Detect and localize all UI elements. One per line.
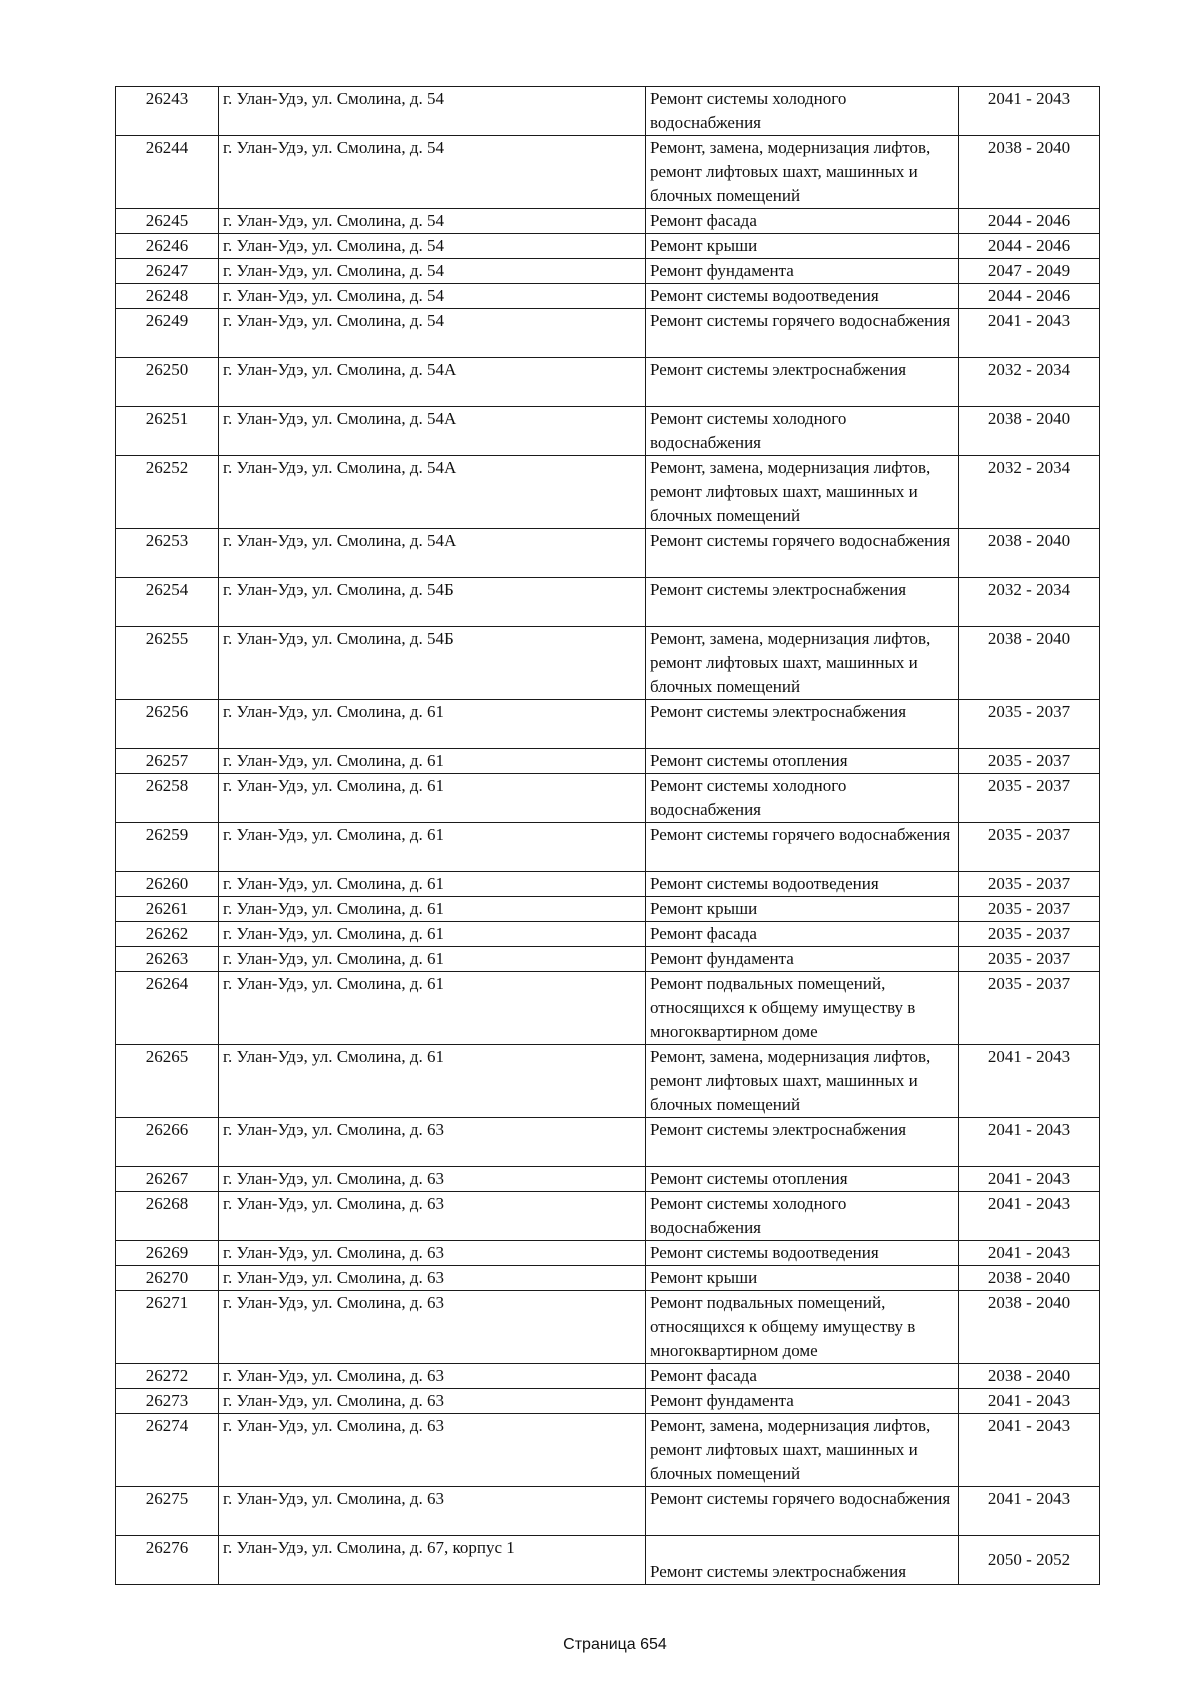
row-number: 26269 <box>116 1241 219 1266</box>
row-work-type: Ремонт системы электроснабжения <box>646 1536 959 1585</box>
row-work-type: Ремонт, замена, модернизация лифтов, ремонт лифтовых шахт, машинных и блочных помещений <box>646 456 959 529</box>
row-work-type: Ремонт системы горячего водоснабжения <box>646 309 959 358</box>
table-row <box>116 136 1100 209</box>
row-work-type: Ремонт крыши <box>646 1266 959 1291</box>
row-address: г. Улан-Удэ, ул. Смолина, д. 54А <box>219 529 646 578</box>
row-number: 26257 <box>116 749 219 774</box>
table-row <box>116 407 1100 456</box>
row-number: 26276 <box>116 1536 219 1585</box>
table-row <box>116 1291 1100 1364</box>
row-address: г. Улан-Удэ, ул. Смолина, д. 61 <box>219 1045 646 1118</box>
table-row <box>116 358 1100 407</box>
row-work-type: Ремонт системы отопления <box>646 749 959 774</box>
row-number: 26251 <box>116 407 219 456</box>
row-period: 2041 - 2043 <box>959 1414 1100 1487</box>
row-address: г. Улан-Удэ, ул. Смолина, д. 61 <box>219 972 646 1045</box>
row-period: 2035 - 2037 <box>959 872 1100 897</box>
row-work-type: Ремонт системы холодного водоснабжения <box>646 87 959 136</box>
row-period: 2041 - 2043 <box>959 1192 1100 1241</box>
table-row <box>116 972 1100 1045</box>
row-work-type: Ремонт фасада <box>646 209 959 234</box>
row-work-type: Ремонт системы холодного водоснабжения <box>646 407 959 456</box>
row-address: г. Улан-Удэ, ул. Смолина, д. 54А <box>219 456 646 529</box>
row-address: г. Улан-Удэ, ул. Смолина, д. 63 <box>219 1241 646 1266</box>
row-number: 26259 <box>116 823 219 872</box>
row-period: 2041 - 2043 <box>959 1045 1100 1118</box>
row-address: г. Улан-Удэ, ул. Смолина, д. 54А <box>219 407 646 456</box>
row-work-type: Ремонт системы водоотведения <box>646 284 959 309</box>
row-address: г. Улан-Удэ, ул. Смолина, д. 54 <box>219 87 646 136</box>
row-number: 26249 <box>116 309 219 358</box>
row-address: г. Улан-Удэ, ул. Смолина, д. 63 <box>219 1389 646 1414</box>
row-number: 26266 <box>116 1118 219 1167</box>
row-address: г. Улан-Удэ, ул. Смолина, д. 61 <box>219 749 646 774</box>
row-period: 2038 - 2040 <box>959 1364 1100 1389</box>
row-work-type: Ремонт подвальных помещений, относящихся к общему имуществу в многоквартирном доме <box>646 972 959 1045</box>
table-body <box>116 87 1100 1585</box>
row-number: 26250 <box>116 358 219 407</box>
row-address: г. Улан-Удэ, ул. Смолина, д. 54 <box>219 136 646 209</box>
row-address: г. Улан-Удэ, ул. Смолина, д. 61 <box>219 922 646 947</box>
row-number: 26254 <box>116 578 219 627</box>
row-period: 2038 - 2040 <box>959 1266 1100 1291</box>
table-row <box>116 1045 1100 1118</box>
table-row <box>116 1192 1100 1241</box>
row-address: г. Улан-Удэ, ул. Смолина, д. 61 <box>219 774 646 823</box>
row-address: г. Улан-Удэ, ул. Смолина, д. 61 <box>219 872 646 897</box>
row-work-type: Ремонт системы холодного водоснабжения <box>646 774 959 823</box>
row-address: г. Улан-Удэ, ул. Смолина, д. 54 <box>219 309 646 358</box>
row-period: 2035 - 2037 <box>959 947 1100 972</box>
row-work-type: Ремонт фундамента <box>646 1389 959 1414</box>
row-number: 26275 <box>116 1487 219 1536</box>
row-number: 26267 <box>116 1167 219 1192</box>
row-address: г. Улан-Удэ, ул. Смолина, д. 54Б <box>219 578 646 627</box>
row-number: 26268 <box>116 1192 219 1241</box>
row-number: 26274 <box>116 1414 219 1487</box>
repair-schedule-table <box>115 86 1100 1585</box>
table-row <box>116 209 1100 234</box>
table-row <box>116 823 1100 872</box>
row-period: 2041 - 2043 <box>959 309 1100 358</box>
row-period: 2038 - 2040 <box>959 136 1100 209</box>
row-number: 26264 <box>116 972 219 1045</box>
row-work-type: Ремонт системы отопления <box>646 1167 959 1192</box>
row-address: г. Улан-Удэ, ул. Смолина, д. 63 <box>219 1266 646 1291</box>
row-number: 26256 <box>116 700 219 749</box>
row-address: г. Улан-Удэ, ул. Смолина, д. 54 <box>219 284 646 309</box>
row-period: 2041 - 2043 <box>959 1118 1100 1167</box>
row-number: 26258 <box>116 774 219 823</box>
row-work-type: Ремонт системы горячего водоснабжения <box>646 823 959 872</box>
table-row <box>116 1118 1100 1167</box>
row-period: 2035 - 2037 <box>959 749 1100 774</box>
row-number: 26243 <box>116 87 219 136</box>
table-row <box>116 749 1100 774</box>
row-period: 2032 - 2034 <box>959 578 1100 627</box>
row-period: 2041 - 2043 <box>959 1241 1100 1266</box>
row-work-type: Ремонт, замена, модернизация лифтов, ремонт лифтовых шахт, машинных и блочных помещений <box>646 136 959 209</box>
table-row <box>116 456 1100 529</box>
table-row <box>116 1167 1100 1192</box>
row-period: 2038 - 2040 <box>959 1291 1100 1364</box>
row-address: г. Улан-Удэ, ул. Смолина, д. 54 <box>219 209 646 234</box>
row-period: 2035 - 2037 <box>959 774 1100 823</box>
row-address: г. Улан-Удэ, ул. Смолина, д. 63 <box>219 1192 646 1241</box>
row-number: 26252 <box>116 456 219 529</box>
row-period: 2041 - 2043 <box>959 87 1100 136</box>
row-address: г. Улан-Удэ, ул. Смолина, д. 63 <box>219 1414 646 1487</box>
table-row <box>116 774 1100 823</box>
row-work-type: Ремонт системы электроснабжения <box>646 1118 959 1167</box>
row-period: 2044 - 2046 <box>959 234 1100 259</box>
row-number: 26272 <box>116 1364 219 1389</box>
row-number: 26248 <box>116 284 219 309</box>
row-work-type: Ремонт, замена, модернизация лифтов, ремонт лифтовых шахт, машинных и блочных помещений <box>646 627 959 700</box>
row-period: 2041 - 2043 <box>959 1389 1100 1414</box>
row-address: г. Улан-Удэ, ул. Смолина, д. 54 <box>219 259 646 284</box>
row-period: 2032 - 2034 <box>959 358 1100 407</box>
row-work-type: Ремонт крыши <box>646 234 959 259</box>
page-number: Страница 654 <box>563 1636 667 1653</box>
row-number: 26245 <box>116 209 219 234</box>
row-number: 26253 <box>116 529 219 578</box>
table-row <box>116 578 1100 627</box>
row-address: г. Улан-Удэ, ул. Смолина, д. 67, корпус 1 <box>219 1536 646 1585</box>
row-number: 26247 <box>116 259 219 284</box>
row-period: 2035 - 2037 <box>959 922 1100 947</box>
table-row <box>116 947 1100 972</box>
row-number: 26255 <box>116 627 219 700</box>
row-work-type: Ремонт фасада <box>646 922 959 947</box>
row-address: г. Улан-Удэ, ул. Смолина, д. 63 <box>219 1364 646 1389</box>
row-address: г. Улан-Удэ, ул. Смолина, д. 61 <box>219 700 646 749</box>
row-period: 2035 - 2037 <box>959 823 1100 872</box>
table-row <box>116 309 1100 358</box>
row-period: 2044 - 2046 <box>959 209 1100 234</box>
row-address: г. Улан-Удэ, ул. Смолина, д. 54 <box>219 234 646 259</box>
row-period: 2047 - 2049 <box>959 259 1100 284</box>
row-number: 26270 <box>116 1266 219 1291</box>
table-row <box>116 1364 1100 1389</box>
row-number: 26273 <box>116 1389 219 1414</box>
table-row <box>116 529 1100 578</box>
row-period: 2035 - 2037 <box>959 897 1100 922</box>
row-work-type: Ремонт системы горячего водоснабжения <box>646 529 959 578</box>
table-row <box>116 627 1100 700</box>
row-work-type: Ремонт, замена, модернизация лифтов, ремонт лифтовых шахт, машинных и блочных помещений <box>646 1045 959 1118</box>
row-work-type: Ремонт крыши <box>646 897 959 922</box>
row-period: 2035 - 2037 <box>959 972 1100 1045</box>
row-address: г. Улан-Удэ, ул. Смолина, д. 61 <box>219 823 646 872</box>
row-address: г. Улан-Удэ, ул. Смолина, д. 63 <box>219 1487 646 1536</box>
row-address: г. Улан-Удэ, ул. Смолина, д. 54А <box>219 358 646 407</box>
table-row <box>116 1389 1100 1414</box>
table-row <box>116 1241 1100 1266</box>
row-period: 2032 - 2034 <box>959 456 1100 529</box>
row-period: 2041 - 2043 <box>959 1167 1100 1192</box>
row-work-type: Ремонт системы электроснабжения <box>646 578 959 627</box>
row-work-type: Ремонт системы холодного водоснабжения <box>646 1192 959 1241</box>
row-period: 2038 - 2040 <box>959 407 1100 456</box>
row-work-type: Ремонт, замена, модернизация лифтов, ремонт лифтовых шахт, машинных и блочных помещений <box>646 1414 959 1487</box>
table-row <box>116 897 1100 922</box>
table-row <box>116 700 1100 749</box>
row-period: 2038 - 2040 <box>959 627 1100 700</box>
row-number: 26271 <box>116 1291 219 1364</box>
table-row <box>116 284 1100 309</box>
row-work-type: Ремонт системы горячего водоснабжения <box>646 1487 959 1536</box>
table-row <box>116 1266 1100 1291</box>
row-number: 26262 <box>116 922 219 947</box>
row-work-type: Ремонт фундамента <box>646 947 959 972</box>
row-period: 2035 - 2037 <box>959 700 1100 749</box>
row-work-type: Ремонт системы электроснабжения <box>646 700 959 749</box>
row-number: 26261 <box>116 897 219 922</box>
table-row <box>116 922 1100 947</box>
row-period: 2041 - 2043 <box>959 1487 1100 1536</box>
row-period: 2050 - 2052 <box>959 1536 1100 1585</box>
table-row <box>116 1536 1100 1585</box>
row-work-type: Ремонт фасада <box>646 1364 959 1389</box>
table-row <box>116 87 1100 136</box>
row-number: 26263 <box>116 947 219 972</box>
row-work-type: Ремонт системы водоотведения <box>646 1241 959 1266</box>
row-address: г. Улан-Удэ, ул. Смолина, д. 63 <box>219 1118 646 1167</box>
row-period: 2038 - 2040 <box>959 529 1100 578</box>
row-number: 26246 <box>116 234 219 259</box>
row-work-type: Ремонт подвальных помещений, относящихся к общему имуществу в многоквартирном доме <box>646 1291 959 1364</box>
table-row <box>116 872 1100 897</box>
table-row <box>116 1487 1100 1536</box>
table-row <box>116 234 1100 259</box>
row-address: г. Улан-Удэ, ул. Смолина, д. 61 <box>219 897 646 922</box>
row-number: 26260 <box>116 872 219 897</box>
row-address: г. Улан-Удэ, ул. Смолина, д. 63 <box>219 1291 646 1364</box>
row-work-type: Ремонт системы водоотведения <box>646 872 959 897</box>
row-number: 26244 <box>116 136 219 209</box>
row-work-type: Ремонт системы электроснабжения <box>646 358 959 407</box>
row-number: 26265 <box>116 1045 219 1118</box>
row-address: г. Улан-Удэ, ул. Смолина, д. 61 <box>219 947 646 972</box>
row-address: г. Улан-Удэ, ул. Смолина, д. 54Б <box>219 627 646 700</box>
row-work-type: Ремонт фундамента <box>646 259 959 284</box>
table-row <box>116 259 1100 284</box>
row-address: г. Улан-Удэ, ул. Смолина, д. 63 <box>219 1167 646 1192</box>
table-row <box>116 1414 1100 1487</box>
row-period: 2044 - 2046 <box>959 284 1100 309</box>
